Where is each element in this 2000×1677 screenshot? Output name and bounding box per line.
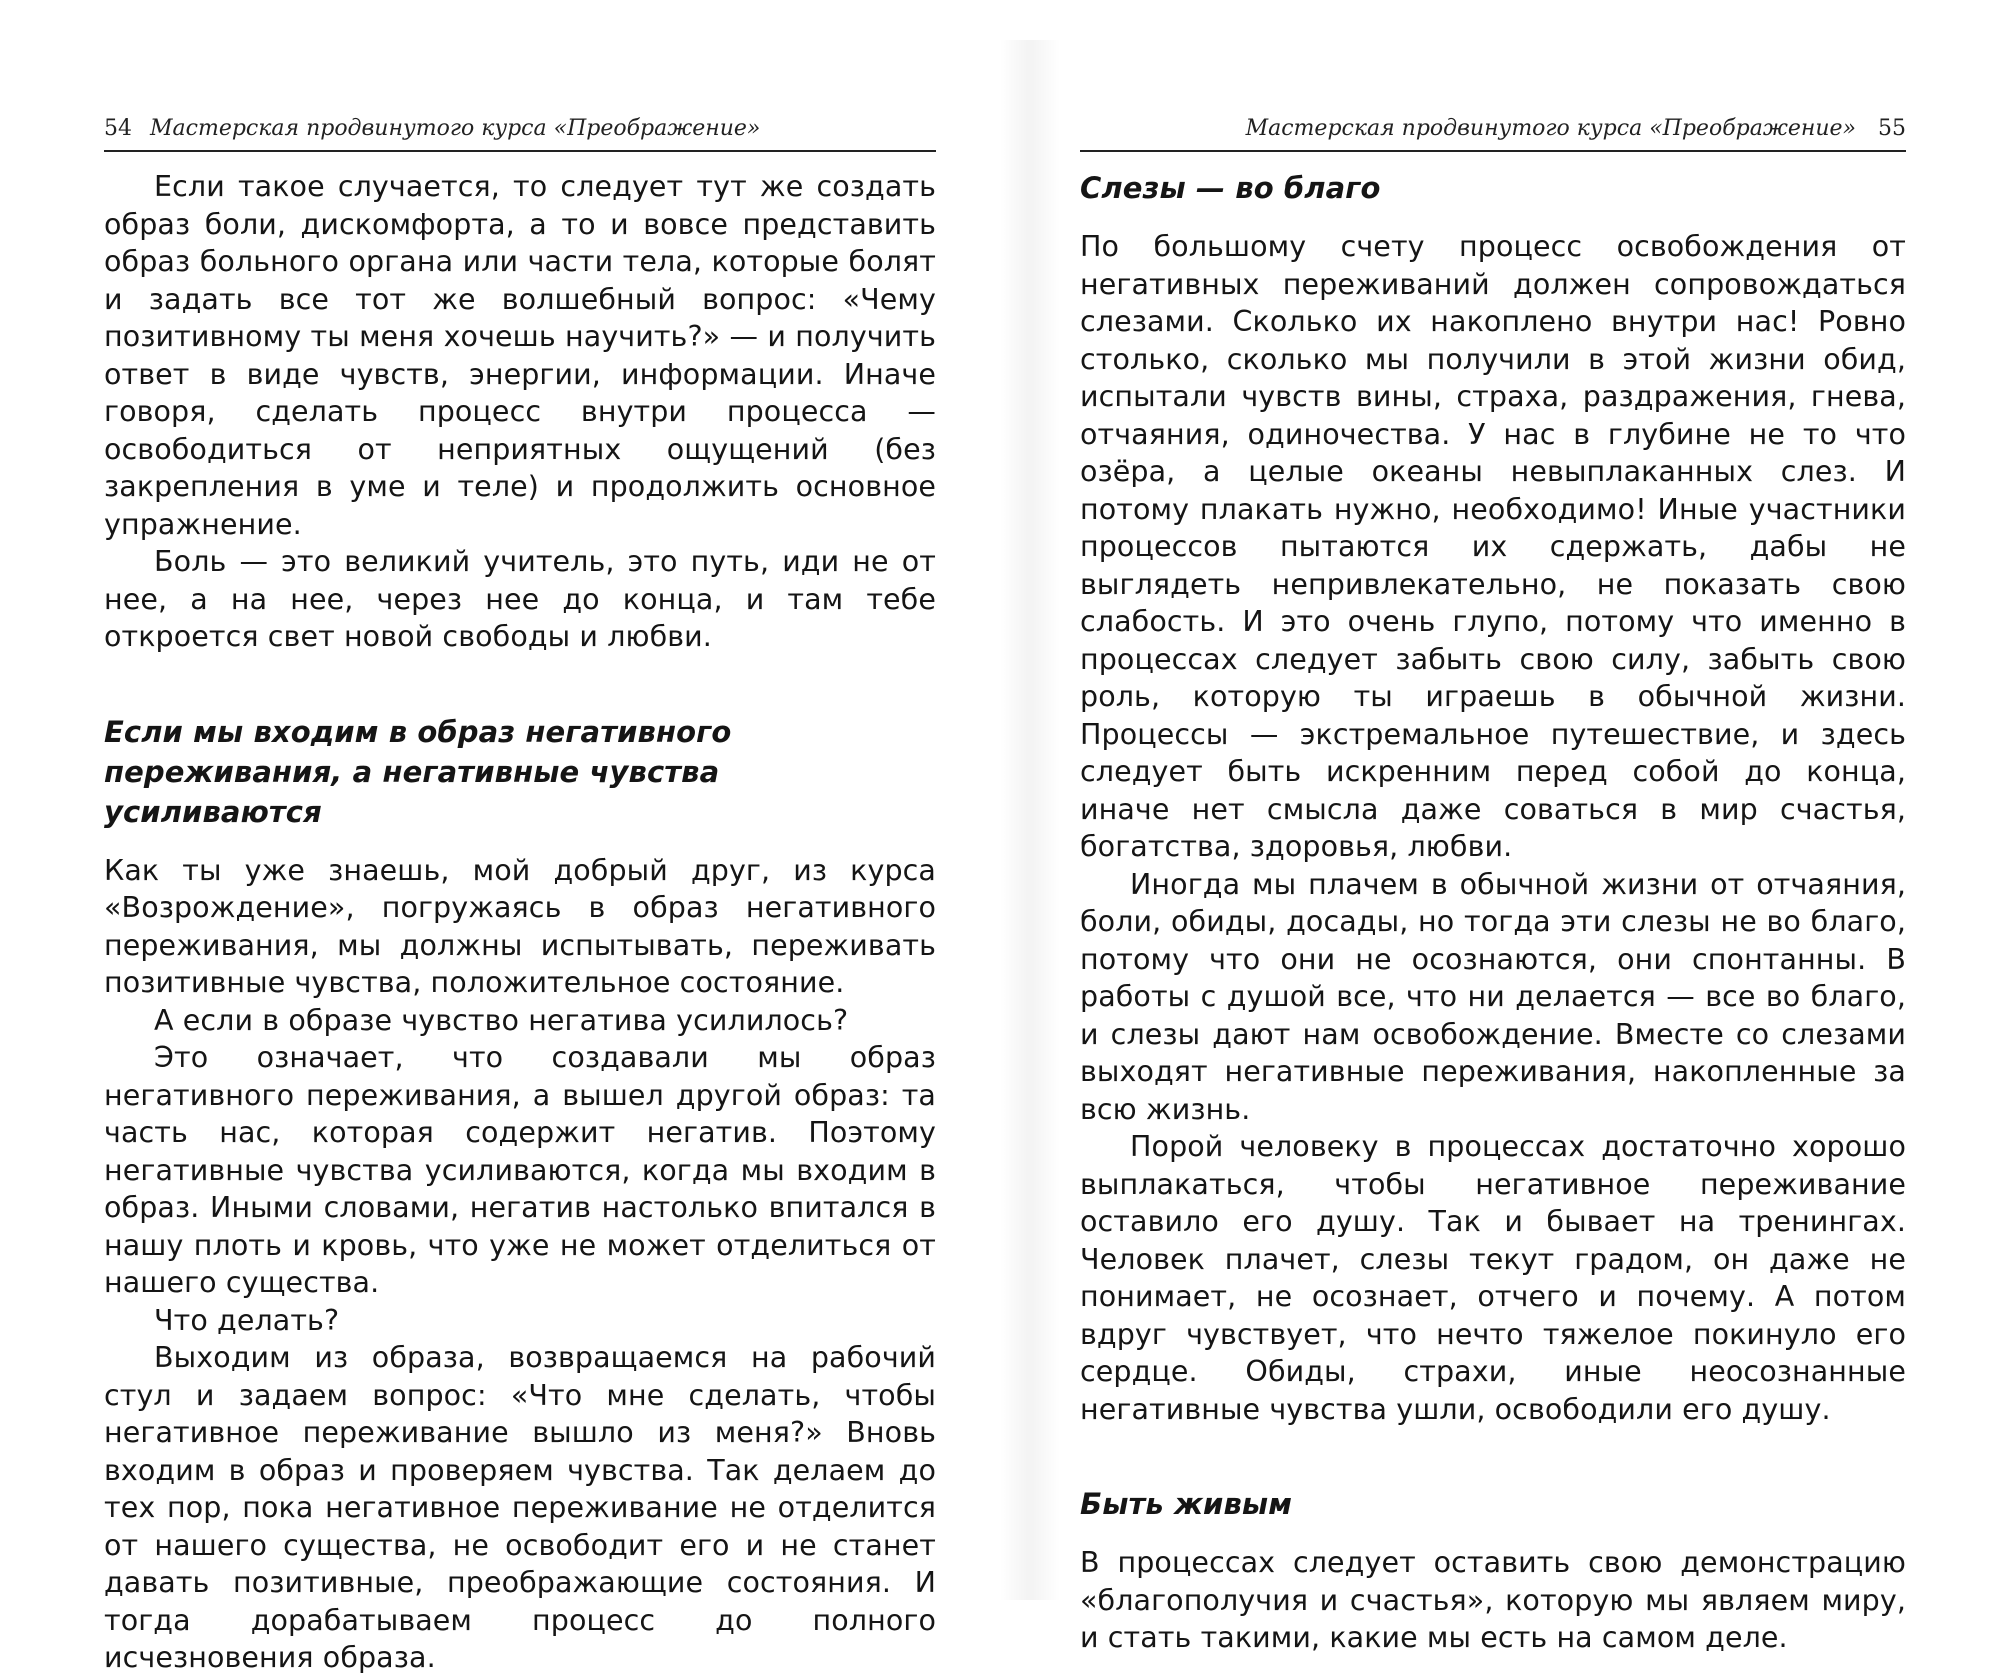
paragraph: По большому счету процесс освобождения от негативных переживаний должен сопровождаться слезами. Сколько их накоплено внутри нас! Ровно столько, сколько мы получили в этой жизни обид, испытали чувств вины, страха, раздражения, гнева, отчаяния, одиночества. У нас в глубине не то что озёра, а целые океаны невыплаканных слез. И потому плакать нужно, необходимо! Иные участники процессов пытаются их сдержать, дабы не выглядеть непривлекательно, не показать свою слабость. И это очень глупо, потому что именно в процессах следует забыть свою силу, забыть свою роль, которую ты играешь в обычной жизни. Процессы — экстремальное путешествие, и здесь следует быть искренним перед собой до конца, иначе нет смысла даже соваться в мир счастья, богатства, здоровья, любви. bbox=[1080, 230, 1906, 863]
right-page bbox=[1080, 0, 1906, 1654]
paragraph: Как ты уже знаешь, мой добрый друг, из курса «Возрождение», погружаясь в образ негативного переживания, мы должны испытывать, переживать позитивные чувства, положительное состояние. bbox=[104, 853, 936, 999]
right-page-body bbox=[1080, 168, 1906, 1657]
left-running-header bbox=[104, 108, 936, 152]
paragraph: Иногда мы плачем в обычной жизни от отчаяния, боли, обиды, досады, но тогда эти слезы не во благо, потому что они не осознаются, они спонтанны. В работы с душой все, что ни делается — все во благо, и слезы дают нам освобождение. Вместе со слезами выходят негативные переживания, накопленные за всю жизнь. bbox=[1080, 867, 1906, 1126]
paragraph: Если такое случается, то следует тут же создать образ боли, дискомфорта, а то и вовсе представить образ больного органа или части тела, которые болят и задать все тот же волшебный вопрос: «Чему позитивному ты меня хочешь научить?» — и получить ответ в виде чувств, энергии, информации. Иначе говоря, сделать процесс внутри процесса — освободиться от неприятных ощущений (без закрепления в уме и теле) и продолжить основное упражнение. bbox=[104, 170, 936, 541]
section-title-negative-feelings: Если мы входим в образ негативного переживания, а негативные чувства усиливаются bbox=[104, 714, 732, 829]
paragraph: Что делать? bbox=[154, 1303, 340, 1337]
right-running-header bbox=[1080, 108, 1906, 152]
left-page bbox=[104, 0, 936, 1674]
left-page-body bbox=[104, 168, 936, 1677]
right-page-number: 55 bbox=[1878, 116, 1906, 141]
paragraph: А если в образе чувство негатива усилилось? bbox=[154, 1003, 849, 1037]
paragraph: Это означает, что создавали мы образ негативного переживания, а вышел другой образ: та часть нас, которая содержит негатив. Поэтому негативные чувства усиливаются, когда мы входим в образ. Иными словами, негатив настолько впитался в нашу плоть и кровь, что уже не может отделиться от нашего существа. bbox=[104, 1041, 936, 1299]
paragraph: Выходим из образа, возвращаемся на рабочий стул и задаем вопрос: «Что мне сделать, чтобы негативное переживание вышло из меня?» Вновь входим в образ и проверяем чувства. Так делаем до тех пор, пока негативное переживание не отделится от нашего существа, не освободит его и не станет давать позитивные, преображающие состояния. И тогда дорабатываем процесс до полного исчезновения образа. bbox=[104, 1341, 936, 1674]
section-title-be-alive: Быть живым bbox=[1080, 1487, 1293, 1521]
paragraph: Боль — это великий учитель, это путь, иди не от нее, а на нее, через нее до конца, и там тебе откроется свет новой свободы и любви. bbox=[104, 545, 936, 653]
book-gutter bbox=[1000, 40, 1060, 1600]
paragraph: Порой человеку в процессах достаточно хорошо выплакаться, чтобы негативное переживание оставило его душу. Так и бывает на тренингах. Человек плачет, слезы текут градом, он даже не понимает, не осознает, отчего и почему. А потом вдруг чувствует, что нечто тяжелое покинуло его сердце. Обиды, страхи, иные неосознанные негативные чувства ушли, освободили его душу. bbox=[1080, 1130, 1906, 1426]
section-title-tears: Слезы — во благо bbox=[1080, 171, 1381, 205]
left-header-title: Мастерская продвинутого курса «Преображение» bbox=[150, 116, 761, 141]
left-page-number: 54 bbox=[104, 116, 132, 141]
right-header-title: Мастерская продвинутого курса «Преображение» bbox=[1245, 116, 1856, 141]
paragraph: В процессах следует оставить свою демонстрацию «благополучия и счастья», которую мы являем миру, и стать такими, какие мы есть на самом деле. bbox=[1080, 1546, 1906, 1654]
